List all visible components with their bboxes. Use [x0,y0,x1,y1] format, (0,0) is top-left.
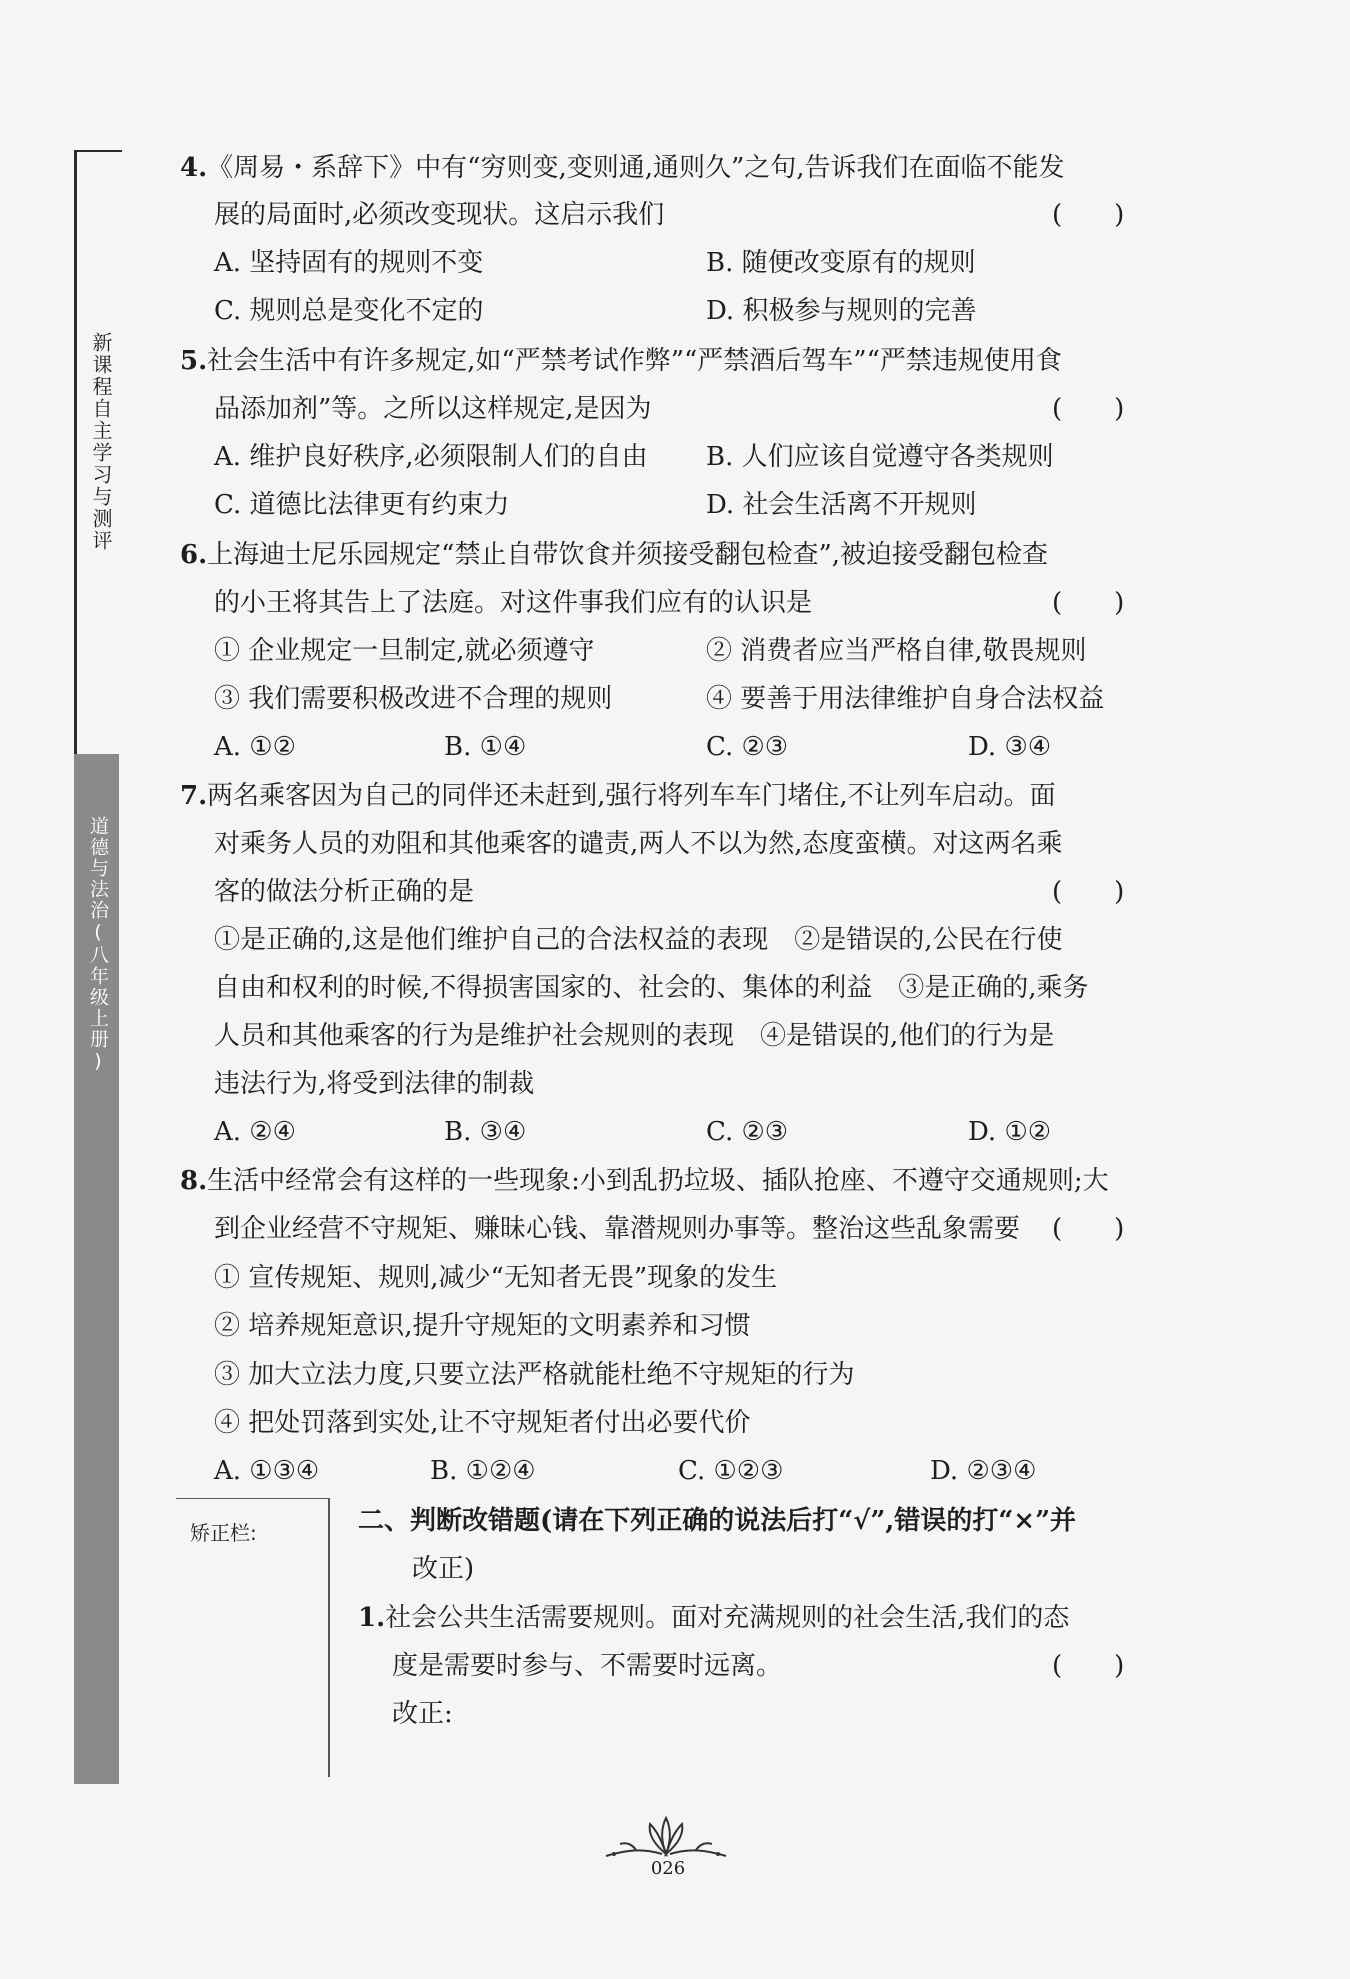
question-text: 上海迪士尼乐园规定“禁止自带饮食并须接受翻包检查”,被迫接受翻包检查 [207,540,1049,570]
statement-4: ④ 把处罚落到实处,让不守规矩者付出必要代价 [214,1408,751,1438]
question-text: 对乘务人员的劝阻和其他乘客的谴责,两人不以为然,态度蛮横。对这两名乘 [214,829,1063,859]
option-b: B. ①④ [444,732,527,762]
statement-2: ② 消费者应当严格自律,敬畏规则 [706,636,1087,666]
item-number: 1. [358,1603,386,1633]
subject-title: 道德与法治(八年级上册) [87,816,109,1074]
question-text: 客的做法分析正确的是 [214,877,475,907]
question-text: 品添加剂”等。之所以这样规定,是因为 [214,394,652,424]
question-text: 《周易・系辞下》中有“穷则变,变则通,通则久”之句,告诉我们在面临不能发 [207,153,1065,183]
option-b: B. 随便改变原有的规则 [706,248,976,278]
correction-prompt: 改正: [392,1699,453,1729]
answer-paren: ( ) [1052,588,1125,618]
option-a: A. ①② [214,732,296,762]
question-text: 的小王将其告上了法庭。对这件事我们应有的认识是 [214,588,813,618]
statement-4: ④ 要善于用法律维护自身合法权益 [706,684,1105,714]
question-number: 7. [180,781,208,811]
question-number: 4. [180,153,208,183]
option-a: A. ①③④ [214,1456,320,1486]
option-a: A. ②④ [214,1117,296,1147]
section-heading-cont: 改正) [412,1554,475,1584]
statement-1: ① 企业规定一旦制定,就必须遵守 [214,636,595,666]
question-text: 两名乘客因为自己的同伴还未赶到,强行将列车车门堵住,不让列车启动。面 [207,781,1056,811]
statement-3: ③ 我们需要积极改进不合理的规则 [214,684,613,714]
option-b: B. ③④ [444,1117,527,1147]
question-number: 6. [180,540,208,570]
option-b: B. ①②④ [430,1456,536,1486]
correction-label: 矫正栏: [190,1521,257,1545]
item-text: 度是需要时参与、不需要时远离。 [392,1651,783,1681]
question-number: 8. [180,1166,208,1196]
statement-text: 人员和其他乘客的行为是维护社会规则的表现 ④是错误的,他们的行为是 [214,1021,1055,1051]
question-text: 社会生活中有许多规定,如“严禁考试作弊”“严禁酒后驾车”“严禁违规使用食 [207,346,1062,376]
side-tab-series [74,150,122,754]
side-tab-subject [74,754,119,1784]
section-heading: 二、判断改错题(请在下列正确的说法后打“√”,错误的打“×”并 [358,1506,1077,1536]
option-c: C. ②③ [706,1117,789,1147]
answer-paren: ( ) [1052,394,1125,424]
series-title: 新课程自主学习与测评 [89,332,113,552]
statement-2: ② 培养规矩意识,提升守规矩的文明素养和习惯 [214,1311,751,1341]
question-text: 生活中经常会有这样的一些现象:小到乱扔垃圾、插队抢座、不遵守交通规则;大 [207,1166,1109,1196]
question-text: 展的局面时,必须改变现状。这启示我们 [214,200,665,230]
option-d: D. ①② [968,1117,1052,1147]
option-c: C. ②③ [706,732,789,762]
option-b: B. 人们应该自觉遵守各类规则 [706,442,1054,472]
item-text: 社会公共生活需要规则。面对充满规则的社会生活,我们的态 [385,1603,1070,1633]
option-c: C. 道德比法律更有约束力 [214,490,510,520]
answer-paren: ( ) [1052,1214,1125,1244]
question-text: 到企业经营不守规矩、赚昧心钱、靠潜规则办事等。整治这些乱象需要 [214,1214,1021,1244]
statement-text: 自由和权利的时候,不得损害国家的、社会的、集体的利益 ③是正确的,乘务 [214,973,1089,1003]
option-a: A. 坚持固有的规则不变 [214,248,484,278]
option-c: C. ①②③ [678,1456,784,1486]
answer-paren: ( ) [1052,877,1125,907]
option-c: C. 规则总是变化不定的 [214,296,484,326]
option-d: D. 社会生活离不开规则 [706,490,977,520]
option-d: D. 积极参与规则的完善 [706,296,977,326]
statement-text: 违法行为,将受到法律的制裁 [214,1069,535,1099]
statement-3: ③ 加大立法力度,只要立法严格就能杜绝不守规矩的行为 [214,1360,855,1390]
answer-paren: ( ) [1052,1651,1125,1681]
floral-ornament-icon [596,1814,736,1862]
option-d: D. ②③④ [930,1456,1037,1486]
answer-paren: ( ) [1052,200,1125,230]
page-number: 026 [650,1858,686,1879]
option-d: D. ③④ [968,732,1052,762]
option-a: A. 维护良好秩序,必须限制人们的自由 [214,442,648,472]
statement-1: ① 宣传规矩、规则,减少“无知者无畏”现象的发生 [214,1263,778,1293]
correction-column [176,1498,330,1777]
statement-text: ①是正确的,这是他们维护自己的合法权益的表现 ②是错误的,公民在行使 [214,925,1063,955]
question-number: 5. [180,346,208,376]
